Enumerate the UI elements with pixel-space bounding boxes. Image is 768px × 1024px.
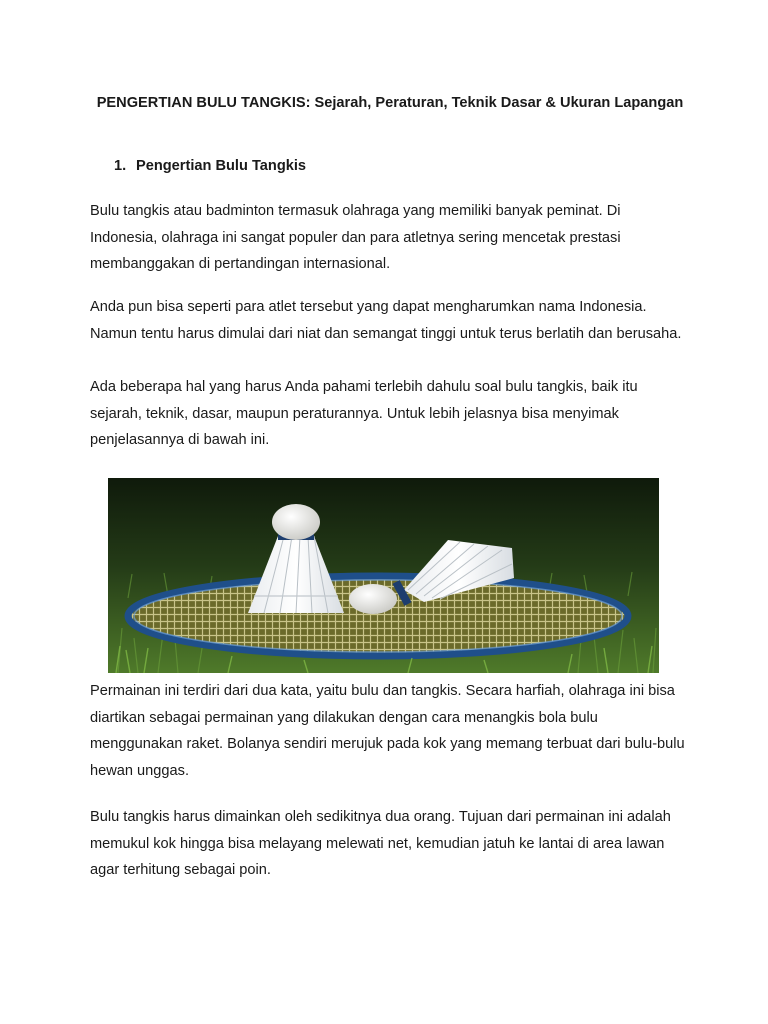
section-title: Pengertian Bulu Tangkis: [136, 158, 307, 174]
paragraph-athletes: Anda pun bisa seperti para atlet tersebut yang dapat mengharumkan nama Indonesia. Namun tentu harus dimulai dari niat dan semangat tinggi untuk terus berlatih dan berusaha.: [90, 299, 682, 342]
paragraph-intro: Bulu tangkis atau badminton termasuk olahraga yang memiliki banyak peminat. Di Indonesia, olahraga ini sangat populer dan para atletnya sering mencetak prestasi membanggakan di pertandingan internasional.: [90, 203, 621, 273]
paragraph-overview: Ada beberapa hal yang harus Anda pahami terlebih dahulu soal bulu tangkis, baik itu sejarah, teknik, dasar, maupun peraturannya. Untuk lebih jelasnya bisa menyimak penjelasannya di bawah ini.: [90, 379, 638, 449]
section-number: 1.: [114, 158, 127, 174]
section-heading: [114, 153, 306, 179]
badminton-shuttlecock-photo: [108, 478, 659, 673]
document-title: PENGERTIAN BULU TANGKIS: Sejarah, Peraturan, Teknik Dasar & Ukuran Lapangan: [96, 95, 684, 111]
paragraph-definition: Permainan ini terdiri dari dua kata, yaitu bulu dan tangkis. Secara harfiah, olahraga ini bisa diartikan sebagai permainan yang dilakukan dengan cara menangkis bola bulu menggunakan raket. Bolanya sendiri merujuk pada kok yang memang terbuat dari bulu-bulu hewan unggas.: [90, 683, 685, 779]
paragraph-rules: Bulu tangkis harus dimainkan oleh sedikitnya dua orang. Tujuan dari permainan ini adalah memukul kok hingga bisa melayang melewati net, kemudian jatuh ke lantai di area lawan agar terhitung sebagai poin.: [90, 809, 671, 879]
shuttlecock-racket-illustration: [108, 478, 659, 673]
